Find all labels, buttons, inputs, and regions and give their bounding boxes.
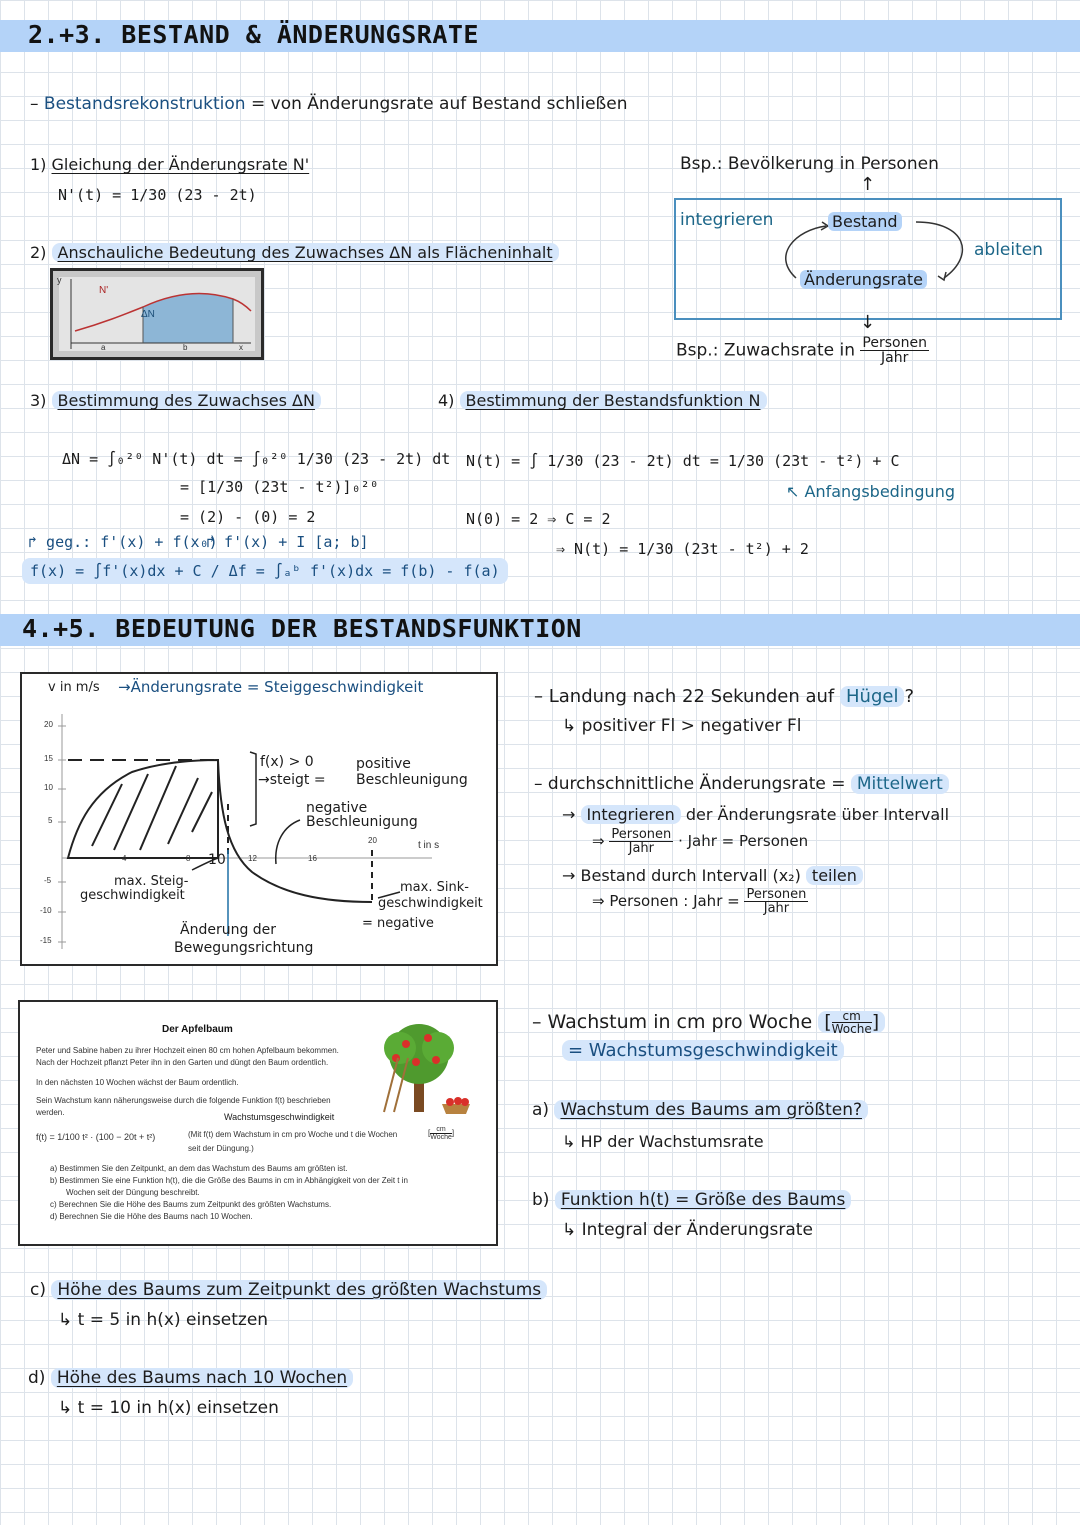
right1-q1: – Landung nach 22 Sekunden auf Hügel ? [534, 686, 915, 707]
item3-title: Bestimmung des Zuwachses ΔN [52, 391, 321, 410]
ann-sink-2: geschwindigkeit [378, 896, 483, 911]
ann-pos-4: Beschleunigung [356, 772, 468, 788]
integrate-derive-diagram [674, 198, 1062, 320]
item3-line-2: = [1/30 (23t - t²)]₀²⁰ [180, 478, 379, 496]
x-tick-8: 8 [186, 854, 191, 863]
task-formula-note-1: (Mit f(t) dem Wachstum in cm pro Woche und t die Wochen [188, 1130, 398, 1139]
ann-max-rise-1: max. Steig- [114, 874, 189, 889]
diagram-down-arrow: ↓ [860, 312, 876, 333]
task-unit: [ $\frac{cm}{\text{Woche}}$ ] [428, 1126, 455, 1141]
task-p5: werden. [36, 1108, 65, 1117]
task-b2: Wochen seit der Düngung beschreibt. [66, 1188, 200, 1197]
intro-term: Bestandsrekonstruktion [43, 94, 246, 114]
x-tick-4: 4 [122, 854, 127, 863]
task-formula: f(t) = 1/100 t² · (100 − 20t + t²) [36, 1132, 156, 1142]
ann-max-rise-2: geschwindigkeit [80, 888, 185, 903]
y-tick-minus15: -15 [40, 936, 52, 945]
integral-area-svg [53, 271, 261, 357]
item3-line-3: = (2) - (0) = 2 [180, 508, 316, 526]
y-tick-20: 20 [44, 720, 53, 729]
y-tick-minus10: -10 [40, 906, 52, 915]
part-c: c) Höhe des Baums zum Zeitpunkt des größten Wachstums [30, 1280, 547, 1300]
intro-rest: = von Änderungsrate auf Bestand schließen [250, 94, 628, 114]
graph-curve-label: N' [99, 285, 109, 296]
ann-pos-2: →steigt = [258, 772, 326, 788]
chart-rate-label: →Änderungsrate = Steiggeschwindigkeit [118, 678, 424, 696]
x-tick-20: 20 [368, 836, 377, 845]
diagram-integrate: integrieren [680, 210, 774, 230]
item1-heading: 1) Gleichung der Änderungsrate N' [30, 155, 310, 174]
right2-a-sub: ↳ HP der Wachstumsrate [562, 1132, 764, 1151]
integral-area-graph [50, 268, 264, 360]
task-b1: b) Bestimmen Sie eine Funktion h(t), die die Größe des Baums in cm in Abhängigkeit von der Zeit t in [50, 1176, 408, 1185]
part-c-title: Höhe des Baums zum Zeitpunkt des größten Wachstums [51, 1280, 547, 1300]
x-tick-12: 12 [248, 854, 257, 863]
diagram-up-arrow: ↑ [860, 174, 876, 195]
item4-line-2: N(0) = 2 ⇒ C = 2 [466, 510, 611, 528]
ann-pos-1: f(x) > 0 [260, 754, 314, 770]
given-left: ↱ geg.: f'(x) + f(x₀) [28, 533, 218, 551]
diagram-unit-fraction: $\frac{\text{Personen}}{\text{Jahr}}$ [862, 335, 927, 366]
graph-a-label: a [101, 343, 106, 352]
initial-condition: ↖ Anfangsbedingung [786, 482, 955, 501]
section-1-title: 2.+3. BESTAND & ÄNDERUNGSRATE [28, 20, 479, 49]
y-tick-minus5: -5 [44, 876, 52, 885]
task-p2: Nach der Hochzeit pflanzt Peter ihn in den Garten und düngt den Baum ordentlich. [36, 1058, 329, 1067]
section-2-title: 4.+5. BEDEUTUNG DER BESTANDSFUNKTION [22, 614, 582, 643]
diagram-stock: Bestand [828, 212, 902, 231]
item4-heading: 4) Bestimmung der Bestandsfunktion N [438, 391, 767, 410]
y-tick-15: 15 [44, 754, 53, 763]
right2-l2: = Wachstumsgeschwindigkeit [562, 1040, 844, 1061]
item4-line-1: N(t) = ∫ 1/30 (23 - 2t) dt = 1/30 (23t - t²) + C [466, 452, 900, 470]
ann-sink-1: max. Sink- [400, 880, 469, 895]
item2-heading: 2) Anschauliche Bedeutung des Zuwachses ΔN als Flächeninhalt [30, 243, 559, 262]
right2-l1: – Wachstum in cm pro Woche [ $\frac{cm}{\text{Woche}}$ ] [532, 1010, 885, 1035]
part-d-title: Höhe des Baums nach 10 Wochen [51, 1368, 353, 1388]
y-tick-5: 5 [48, 816, 53, 825]
apple-tree-illustration [370, 1018, 480, 1118]
ann-sink-3: = negative [362, 916, 434, 931]
right1-q2: – durchschnittliche Änderungsrate = Mittelwert [534, 774, 949, 794]
item2-title: Anschauliche Bedeutung des Zuwachses ΔN als Flächeninhalt [52, 243, 559, 262]
item1-formula: N'(t) = 1/30 (23 - 2t) [58, 186, 257, 204]
right2-a: a) Wachstum des Baums am größten? [532, 1100, 868, 1120]
ann-dir-2: Bewegungsrichtung [174, 940, 314, 956]
graph-y-label: y [57, 275, 62, 285]
x-tick-16: 16 [308, 854, 317, 863]
y-tick-10: 10 [44, 783, 53, 792]
part-d-sub: ↳ t = 10 in h(x) einsetzen [58, 1398, 279, 1418]
task-title: Der Apfelbaum [162, 1024, 233, 1035]
diagram-derive: ableiten [974, 240, 1044, 260]
part-d: d) Höhe des Baums nach 10 Wochen [28, 1368, 353, 1388]
part-c-sub: ↳ t = 5 in h(x) einsetzen [58, 1310, 269, 1330]
item3-line-1: ΔN = ∫₀²⁰ N'(t) dt = ∫₀²⁰ 1/30 (23 - 2t) dt [62, 450, 451, 468]
x-tick-10: 10 [208, 852, 226, 868]
diagram-rate: Änderungsrate [800, 270, 927, 289]
chart-ylabel: v in m/s [48, 680, 100, 695]
right2-b-sub: ↳ Integral der Änderungsrate [562, 1220, 813, 1240]
ann-pos-3: positive [356, 756, 411, 772]
task-p1: Peter und Sabine haben zu ihrer Hochzeit einen 80 cm hohen Apfelbaum bekommen. [36, 1046, 339, 1055]
task-p3: In den nächsten 10 Wochen wächst der Baum ordentlich. [36, 1078, 239, 1087]
right1-q1-sub: ↳ positiver Fl > negativer Fl [562, 716, 802, 736]
summary-formula: f(x) = ∫f'(x)dx + C / Δf = ∫ₐᵇ f'(x)dx = f(b) - f(a) [22, 562, 508, 580]
diagram-example-top: Bsp.: Bevölkerung in Personen [680, 154, 939, 174]
task-d: d) Berechnen Sie die Höhe des Baums nach 10 Wochen. [50, 1212, 253, 1221]
intro-line: – Bestandsrekonstruktion = von Änderungsrate auf Bestand schließen [30, 94, 628, 114]
graph-x-label: x [239, 343, 243, 352]
item1-title: Gleichung der Änderungsrate N' [51, 155, 310, 174]
graph-b-label: b [183, 343, 188, 352]
hill-highlight: Hügel [840, 686, 904, 707]
task-c: c) Berechnen Sie die Höhe des Baums zum Zeitpunkt des größten Wachstums. [50, 1200, 332, 1209]
item3-heading: 3) Bestimmung des Zuwachses ΔN [30, 391, 321, 410]
ann-neg-1: negative [306, 800, 368, 816]
task-p4: Sein Wachstum kann näherungsweise durch die folgende Funktion f(t) beschrieben [36, 1096, 331, 1105]
item4-line-3: ⇒ N(t) = 1/30 (23t - t²) + 2 [556, 540, 809, 558]
given-right: ↱ f'(x) + I [a; b] [206, 533, 369, 551]
x-axis-label: t in s [418, 840, 440, 851]
ann-dir-1: Änderung der [180, 922, 277, 938]
right1-q2-d: ⇒ Personen : Jahr = $\frac{\text{Personen}}{\text{Jahr}}$ [592, 887, 807, 916]
item4-title: Bestimmung der Bestandsfunktion N [460, 391, 767, 410]
graph-area-label: ΔN [141, 309, 155, 320]
diagram-example-bottom: Bsp.: Zuwachsrate in $\frac{\text{Personen}}{\text{Jahr}}$ [676, 335, 927, 366]
task-formula-note-2: seit der Düngung.) [188, 1144, 254, 1153]
task-handnote: Wachstumsgeschwindigkeit [224, 1112, 335, 1122]
right2-b: b) Funktion h(t) = Größe des Baums [532, 1190, 851, 1210]
task-a: a) Bestimmen Sie den Zeitpunkt, an dem das Wachstum des Baums am größten ist. [50, 1164, 348, 1173]
mean-highlight: Mittelwert [851, 774, 949, 794]
right1-q2-c: → Bestand durch Intervall (x₂) teilen [562, 866, 863, 885]
velocity-chart [20, 672, 498, 966]
ann-neg-2: Beschleunigung [306, 814, 418, 830]
right1-q2-a: → Integrieren der Änderungsrate über Intervall [562, 805, 950, 824]
right1-q2-b: ⇒ $\frac{\text{Personen}}{\text{Jahr}}$ · Jahr = Personen [592, 827, 809, 856]
apple-tree-task [18, 1000, 498, 1246]
